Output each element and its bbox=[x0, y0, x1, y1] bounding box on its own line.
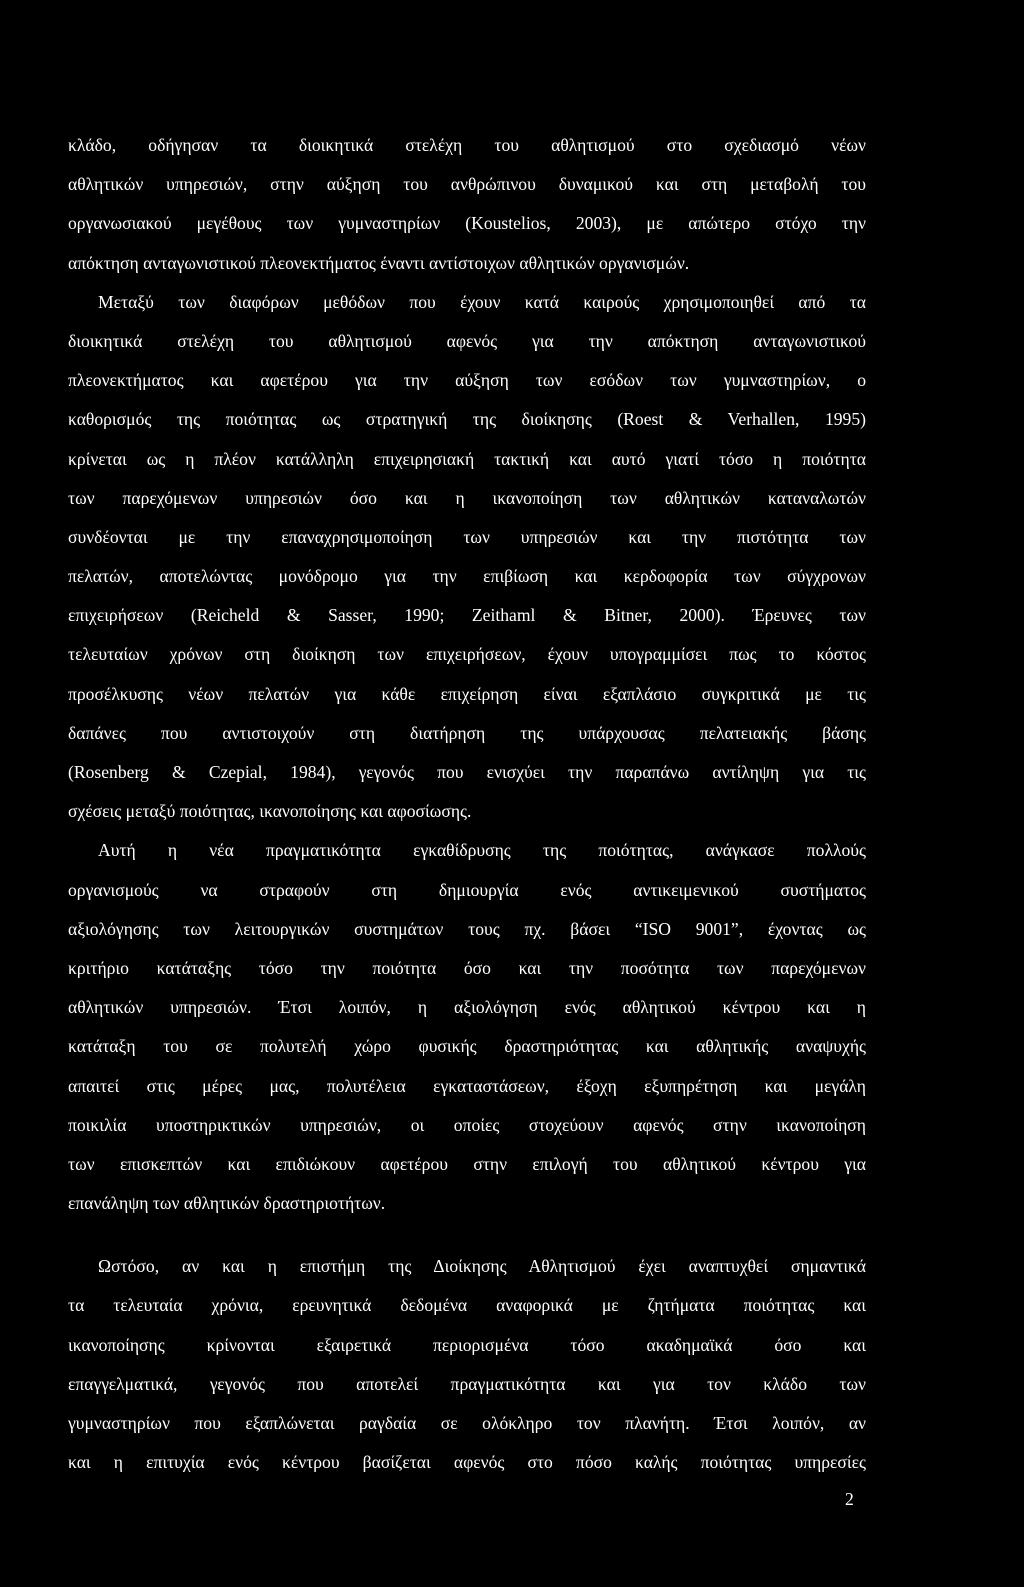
paragraph-2 bbox=[68, 283, 866, 832]
text-line: κρίνεται ως η πλέον κατάλληλη επιχειρησιακή τακτική και αυτό γιατί τόσο η ποιότητα bbox=[68, 448, 866, 469]
text-line: Αυτή η νέα πραγματικότητα εγκαθίδρυσης της ποιότητας, ανάγκασε πολλούς bbox=[98, 840, 866, 861]
text-line: οργανισμούς να στραφούν στη δημιουργία ενός αντικειμενικού συστήματος bbox=[68, 879, 866, 900]
text-line: γυμναστηρίων που εξαπλώνεται ραγδαία σε ολόκληρο τον πλανήτη. Έτσι λοιπόν, αν bbox=[68, 1413, 866, 1433]
text-line: πελατών, αποτελώντας μονόδρομο για την επιβίωση και κερδοφορία των σύγχρονων bbox=[68, 566, 866, 587]
text-line: κριτήριο κατάταξης τόσο την ποιότητα όσο και την ποσότητα των παρεχόμενων bbox=[68, 957, 866, 978]
text-line: τελευταίων χρόνων στη διοίκηση των επιχειρήσεων, έχουν υπογραμμίσει πως το κόστος bbox=[68, 644, 866, 665]
text-line: αθλητικών υπηρεσιών. Έτσι λοιπόν, η αξιολόγηση ενός αθλητικού κέντρου και η bbox=[68, 997, 866, 1018]
text-line: δαπάνες που αντιστοιχούν στη διατήρηση της υπάρχουσας πελατειακής βάσης bbox=[68, 722, 866, 743]
text-line: αθλητικών υπηρεσιών, στην αύξηση του ανθρώπινου δυναμικού και στη μεταβολή του bbox=[68, 174, 866, 195]
text-line: και η επιτυχία ενός κέντρου βασίζεται αφενός στο πόσο καλής ποιότητας υπηρεσίες bbox=[68, 1452, 866, 1473]
text-line: διοικητικά στελέχη του αθλητισμού αφενός για την απόκτηση ανταγωνιστικού bbox=[68, 330, 866, 351]
text-line: κλάδο, οδήγησαν τα διοικητικά στελέχη του αθλητισμού στο σχεδιασμό νέων bbox=[68, 135, 866, 155]
text-line: (Rosenberg & Czepial, 1984), γεγονός που ενισχύει την παραπάνω αντίληψη για τις bbox=[68, 762, 866, 782]
text-line: προσέλκυσης νέων πελατών για κάθε επιχείρηση είναι εξαπλάσιο συγκριτικά με τις bbox=[68, 683, 866, 704]
page-number: 2 bbox=[845, 1489, 854, 1509]
text-line: Ωστόσο, αν και η επιστήμη της Διοίκησης Αθλητισμού έχει αναπτυχθεί σημαντικά bbox=[98, 1256, 866, 1277]
text-line: επιχειρήσεων (Reicheld & Sasser, 1990; Zeithaml & Bitner, 2000). Έρευνες των bbox=[68, 605, 866, 626]
document-body bbox=[68, 126, 866, 1482]
paragraph-1 bbox=[68, 126, 866, 283]
text-line: πλεονεκτήματος και αφετέρου για την αύξηση των εσόδων των γυμναστηρίων, ο bbox=[68, 370, 866, 391]
text-line: τα τελευταία χρόνια, ερευνητικά δεδομένα αναφορικά με ζητήματα ποιότητας και bbox=[68, 1295, 866, 1316]
text-line: απαιτεί στις μέρες μας, πολυτέλεια εγκαταστάσεων, έξοχη εξυπηρέτηση και μεγάλη bbox=[68, 1075, 866, 1096]
text-line: Μεταξύ των διαφόρων μεθόδων που έχουν κατά καιρούς χρησιμοποιηθεί από τα bbox=[98, 291, 866, 312]
text-line: ικανοποίησης κρίνονται εξαιρετικά περιορισμένα τόσο ακαδημαϊκά όσο και bbox=[68, 1334, 866, 1355]
text-line: οργανωσιακού μεγέθους των γυμναστηρίων (Koustelios, 2003), με απώτερο στόχο την bbox=[68, 213, 866, 234]
text-line: απόκτηση ανταγωνιστικού πλεονεκτήματος έναντι αντίστοιχων αθλητικών οργανισμών. bbox=[68, 252, 690, 273]
paragraph-gap bbox=[68, 1223, 866, 1247]
paragraph-4 bbox=[68, 1247, 866, 1482]
text-line: των παρεχόμενων υπηρεσιών όσο και η ικανοποίηση των αθλητικών καταναλωτών bbox=[68, 487, 866, 508]
text-line: αξιολόγησης των λειτουργικών συστημάτων τους πχ. βάσει “ISO 9001”, έχοντας ως bbox=[68, 918, 866, 939]
text-line: επανάληψη των αθλητικών δραστηριοτήτων. bbox=[68, 1193, 386, 1214]
text-line: καθορισμός της ποιότητας ως στρατηγική της διοίκησης (Roest & Verhallen, 1995) bbox=[68, 409, 866, 430]
text-line: επαγγελματικά, γεγονός που αποτελεί πραγματικότητα και για τον κλάδο των bbox=[68, 1373, 866, 1394]
text-line: συνδέονται με την επαναχρησιμοποίηση των υπηρεσιών και την πιστότητα των bbox=[68, 526, 866, 547]
text-line: σχέσεις μεταξύ ποιότητας, ικανοποίησης και αφοσίωσης. bbox=[68, 801, 472, 822]
text-line: κατάταξη του σε πολυτελή χώρο φυσικής δραστηριότητας και αθλητικής αναψυχής bbox=[68, 1036, 866, 1057]
text-line: ποικιλία υποστηρικτικών υπηρεσιών, οι οποίες στοχεύουν αφενός στην ικανοποίηση bbox=[68, 1114, 866, 1135]
paragraph-3 bbox=[68, 831, 866, 1223]
text-line: των επισκεπτών και επιδιώκουν αφετέρου στην επιλογή του αθλητικού κέντρου για bbox=[68, 1153, 866, 1174]
